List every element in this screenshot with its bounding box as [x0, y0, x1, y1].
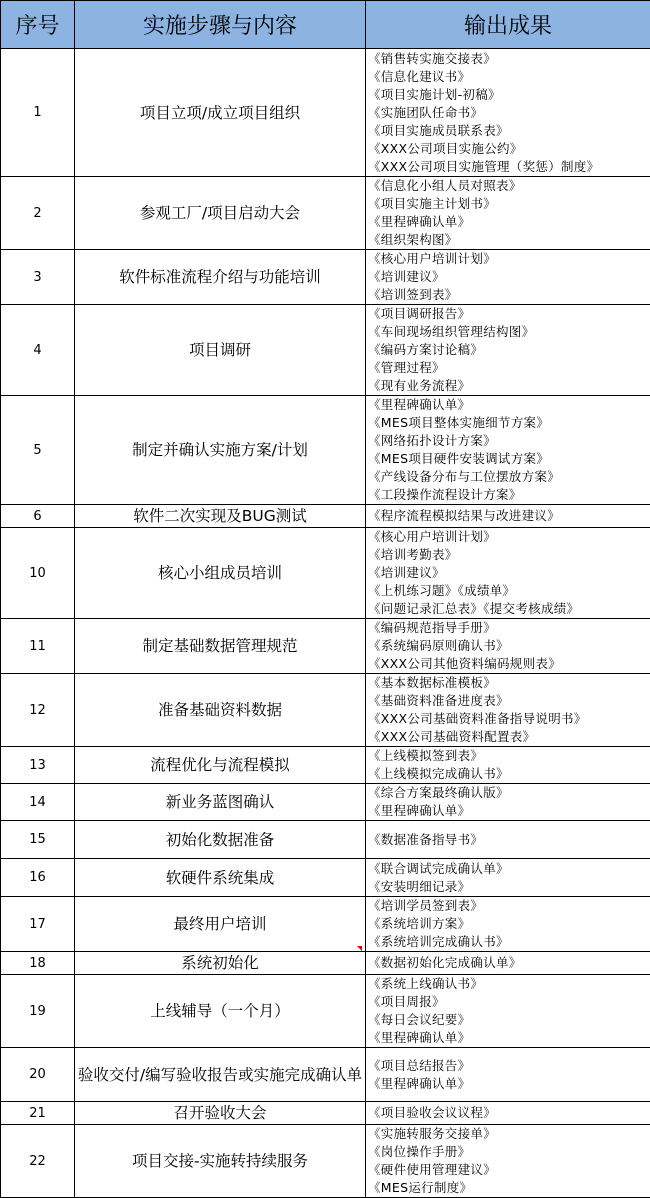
output-item: 《管理过程》: [368, 359, 650, 377]
step-content: 召开验收大会: [75, 1102, 366, 1125]
row-number: 14: [1, 784, 75, 821]
output-item: 《信息化小组人员对照表》: [368, 177, 650, 195]
output-item: 《培训考勤表》: [368, 546, 650, 564]
output-item: 《项目实施计划-初稿》: [368, 86, 650, 104]
output-cell: [366, 177, 650, 250]
output-item: 《数据初始化完成确认单》: [368, 954, 650, 972]
table-row: [1, 177, 650, 250]
step-content: 新业务蓝图确认: [75, 784, 366, 821]
comment-indicator-icon: [357, 946, 362, 951]
output-item: 《XXX公司项目实施公约》: [368, 140, 650, 158]
row-number: 19: [1, 975, 75, 1048]
output-item: 《项目验收会议议程》: [368, 1104, 650, 1122]
output-item: 《安装明细记录》: [368, 878, 650, 896]
row-number: 21: [1, 1102, 75, 1125]
output-item: 《每日会议纪要》: [368, 1011, 650, 1029]
table-row: [1, 250, 650, 305]
table-row: [1, 1102, 650, 1125]
header-no: 序号: [1, 1, 75, 49]
row-number: 12: [1, 674, 75, 747]
output-item: 《里程碑确认单》: [368, 213, 650, 231]
step-content: 项目立项/成立项目组织: [75, 49, 366, 177]
step-content: 上线辅导（一个月）: [75, 975, 366, 1048]
output-item: 《系统编码原则确认书》: [368, 637, 650, 655]
output-item: 《联合调试完成确认单》: [368, 860, 650, 878]
output-cell: [366, 505, 650, 528]
output-cell: [366, 1048, 650, 1102]
table-row: [1, 859, 650, 897]
output-cell: [366, 952, 650, 975]
output-item: 《培训签到表》: [368, 286, 650, 304]
row-number: 18: [1, 952, 75, 975]
table-row: [1, 897, 650, 952]
output-item: 《上机练习题》《成绩单》: [368, 582, 650, 600]
row-number: 22: [1, 1125, 75, 1198]
output-item: 《里程碑确认单》: [368, 1075, 650, 1093]
output-cell: [366, 396, 650, 505]
output-cell: [366, 250, 650, 305]
step-content: 参观工厂/项目启动大会: [75, 177, 366, 250]
row-number: 15: [1, 821, 75, 859]
table-row: [1, 975, 650, 1048]
output-item: 《硬件使用管理建议》: [368, 1161, 650, 1179]
table-row: [1, 528, 650, 619]
row-number: 17: [1, 897, 75, 952]
table-row: [1, 1048, 650, 1102]
output-item: 《核心用户培训计划》: [368, 250, 650, 268]
output-item: 《系统上线确认书》: [368, 975, 650, 993]
table-row: [1, 305, 650, 396]
output-cell: [366, 821, 650, 859]
output-item: 《数据准备指导书》: [368, 831, 650, 849]
output-item: 《项目周报》: [368, 993, 650, 1011]
table-row: [1, 784, 650, 821]
step-content: 项目交接-实施转持续服务: [75, 1125, 366, 1198]
output-item: 《信息化建议书》: [368, 68, 650, 86]
output-item: 《项目实施主计划书》: [368, 195, 650, 213]
output-item: 《上线模拟签到表》: [368, 747, 650, 765]
step-content: 核心小组成员培训: [75, 528, 366, 619]
output-item: 《网络拓扑设计方案》: [368, 432, 650, 450]
table-row: [1, 619, 650, 674]
output-item: 《基础资料准备进度表》: [368, 692, 650, 710]
row-number: 16: [1, 859, 75, 897]
row-number: 20: [1, 1048, 75, 1102]
header-step: 实施步骤与内容: [75, 1, 366, 49]
output-item: 《培训建议》: [368, 268, 650, 286]
output-cell: [366, 674, 650, 747]
row-number: 4: [1, 305, 75, 396]
table-row: [1, 396, 650, 505]
output-item: 《基本数据标准模板》: [368, 674, 650, 692]
output-cell: [366, 859, 650, 897]
output-cell: [366, 897, 650, 952]
output-cell: [366, 49, 650, 177]
output-item: 《XXX公司基础资料配置表》: [368, 728, 650, 746]
output-cell: [366, 975, 650, 1048]
output-item: 《XXX公司项目实施管理（奖惩）制度》: [368, 158, 650, 176]
step-content: 验收交付/编写验收报告或实施完成确认单: [75, 1048, 366, 1102]
output-item: 《项目调研报告》: [368, 305, 650, 323]
output-cell: [366, 305, 650, 396]
output-item: 《MES项目整体实施细节方案》: [368, 414, 650, 432]
output-item: 《程序流程模拟结果与改进建议》: [368, 507, 650, 525]
row-number: 3: [1, 250, 75, 305]
output-item: 《里程碑确认单》: [368, 802, 650, 820]
table-row: [1, 1125, 650, 1198]
step-content: 软件标准流程介绍与功能培训: [75, 250, 366, 305]
output-item: 《培训建议》: [368, 564, 650, 582]
output-item: 《MES项目硬件安装调试方案》: [368, 450, 650, 468]
output-item: 《XXX公司其他资料编码规则表》: [368, 655, 650, 673]
table-row: [1, 952, 650, 975]
row-number: 10: [1, 528, 75, 619]
row-number: 6: [1, 505, 75, 528]
output-item: 《岗位操作手册》: [368, 1143, 650, 1161]
step-content: 最终用户培训: [75, 897, 366, 952]
step-content: 项目调研: [75, 305, 366, 396]
output-cell: [366, 747, 650, 784]
step-content: 准备基础资料数据: [75, 674, 366, 747]
output-item: 《现有业务流程》: [368, 377, 650, 395]
table-row: [1, 49, 650, 177]
output-cell: [366, 619, 650, 674]
output-item: 《里程碑确认单》: [368, 396, 650, 414]
output-cell: [366, 1102, 650, 1125]
header-output: 输出成果: [366, 1, 650, 49]
output-item: 《问题记录汇总表》《提交考核成绩》: [368, 600, 650, 618]
output-item: 《工段操作流程设计方案》: [368, 486, 650, 504]
output-item: 《项目总结报告》: [368, 1057, 650, 1075]
row-number: 1: [1, 49, 75, 177]
output-cell: [366, 784, 650, 821]
output-item: 《销售转实施交接表》: [368, 50, 650, 68]
output-item: 《核心用户培训计划》: [368, 528, 650, 546]
output-cell: [366, 1125, 650, 1198]
output-item: 《编码规范指导手册》: [368, 619, 650, 637]
output-item: 《培训学员签到表》: [368, 897, 650, 915]
table-row: [1, 505, 650, 528]
output-item: 《组织架构图》: [368, 231, 650, 249]
output-cell: [366, 528, 650, 619]
output-item: 《系统培训完成确认书》: [368, 933, 650, 951]
header-row: [1, 1, 650, 49]
output-item: 《MES运行制度》: [368, 1179, 650, 1197]
output-item: 《编码方案讨论稿》: [368, 341, 650, 359]
step-content: 系统初始化: [75, 952, 366, 975]
step-content: 制定基础数据管理规范: [75, 619, 366, 674]
table-row: [1, 747, 650, 784]
step-content: 流程优化与流程模拟: [75, 747, 366, 784]
step-content: 初始化数据准备: [75, 821, 366, 859]
step-content: 软件二次实现及BUG测试: [75, 505, 366, 528]
output-item: 《实施团队任命书》: [368, 104, 650, 122]
row-number: 11: [1, 619, 75, 674]
step-content: 制定并确认实施方案/计划: [75, 396, 366, 505]
row-number: 2: [1, 177, 75, 250]
row-number: 5: [1, 396, 75, 505]
output-item: 《项目实施成员联系表》: [368, 122, 650, 140]
table-body: [1, 49, 650, 1198]
table-row: [1, 821, 650, 859]
output-item: 《产线设备分布与工位摆放方案》: [368, 468, 650, 486]
step-content: 软硬件系统集成: [75, 859, 366, 897]
output-item: 《系统培训方案》: [368, 915, 650, 933]
output-item: 《里程碑确认单》: [368, 1029, 650, 1047]
output-item: 《综合方案最终确认版》: [368, 784, 650, 802]
table-row: [1, 674, 650, 747]
row-number: 13: [1, 747, 75, 784]
output-item: 《车间现场组织管理结构图》: [368, 323, 650, 341]
output-item: 《上线模拟完成确认书》: [368, 765, 650, 783]
output-item: 《实施转服务交接单》: [368, 1125, 650, 1143]
output-item: 《XXX公司基础资料准备指导说明书》: [368, 710, 650, 728]
